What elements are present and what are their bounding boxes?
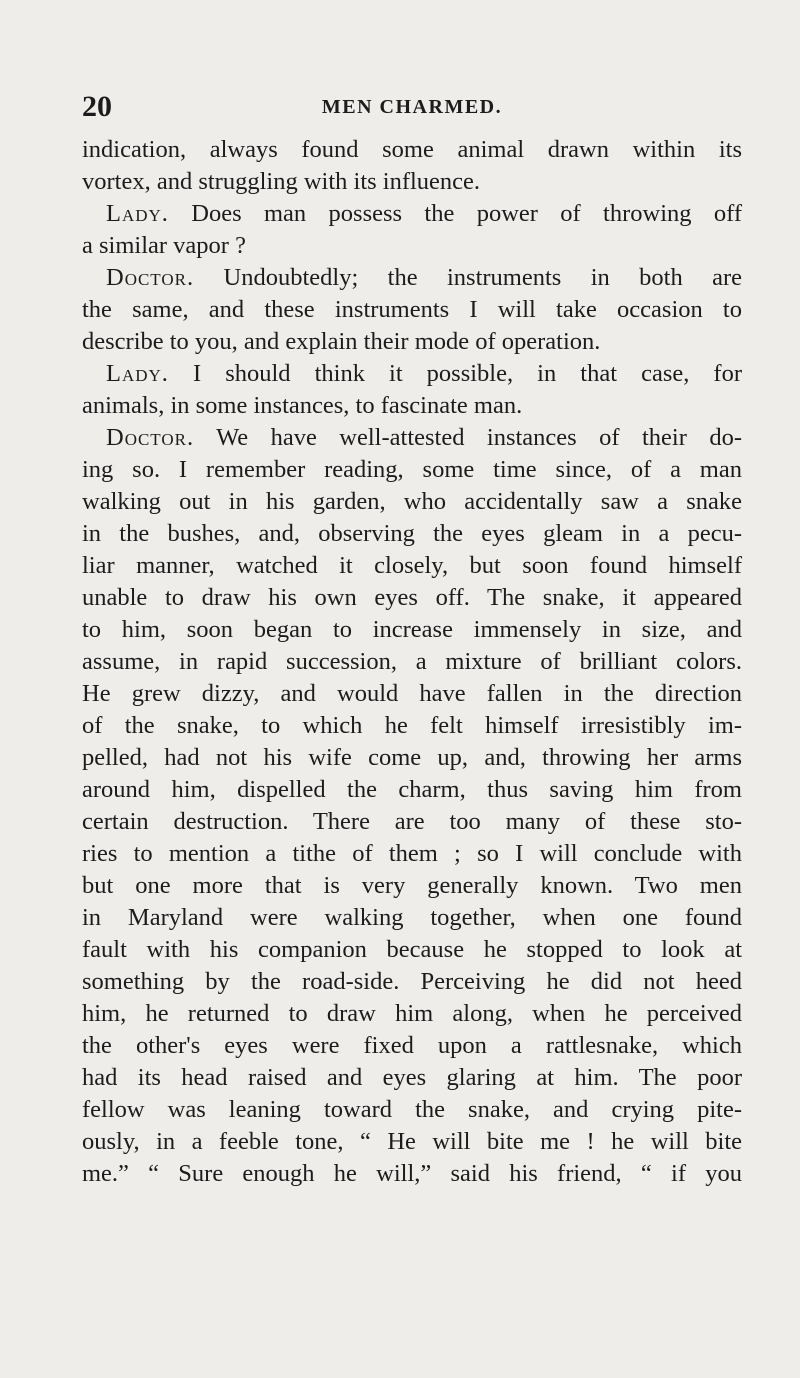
text-line: Doctor. Undoubtedly; the instruments in both are: [106, 264, 742, 291]
text-line: the other's eyes were fixed upon a rattlesnake, which: [82, 1032, 742, 1059]
text-line: describe to you, and explain their mode of operation.: [82, 328, 601, 355]
text-line: indication, always found some animal drawn within its: [82, 136, 742, 163]
page-number: 20: [82, 90, 112, 123]
text-line: pelled, had not his wife come up, and, throwing her arms: [82, 744, 742, 771]
text-line: animals, in some instances, to fascinate man.: [82, 392, 523, 419]
text-line: him, he returned to draw him along, when he perceived: [82, 1000, 742, 1027]
text-line: the same, and these instruments I will take occasion to: [82, 296, 742, 323]
body-text: [82, 134, 742, 1190]
text-line: had its head raised and eyes glaring at him. The poor: [82, 1064, 742, 1091]
text-line: vortex, and struggling with its influence.: [82, 168, 481, 195]
text-line: but one more that is very generally known. Two men: [82, 872, 742, 899]
text-line: ously, in a feeble tone, “ He will bite me ! he will bite: [82, 1128, 742, 1155]
text-line: liar manner, watched it closely, but soon found himself: [82, 552, 742, 579]
speaker-name: Doctor.: [106, 264, 195, 291]
text-line: a similar vapor ?: [82, 232, 246, 259]
text-line: fellow was leaning toward the snake, and crying pite-: [82, 1096, 742, 1123]
text-line: fault with his companion because he stopped to look at: [82, 936, 742, 963]
text-line: unable to draw his own eyes off. The snake, it appeared: [82, 584, 742, 611]
text-line: He grew dizzy, and would have fallen in the direction: [82, 680, 742, 707]
text-line: of the snake, to which he felt himself irresistibly im-: [82, 712, 742, 739]
speaker-name: Lady.: [106, 360, 169, 387]
text-line: assume, in rapid succession, a mixture of brilliant colors.: [82, 648, 742, 675]
page-header: [82, 90, 742, 130]
text-line: to him, soon began to increase immensely in size, and: [82, 616, 742, 643]
text-line: Doctor. We have well-attested instances of their do-: [106, 424, 742, 451]
speaker-name: Doctor.: [106, 424, 195, 451]
running-head: MEN CHARMED.: [321, 96, 503, 118]
text-line: in the bushes, and, observing the eyes gleam in a pecu-: [82, 520, 742, 547]
text-line: certain destruction. There are too many of these sto-: [82, 808, 742, 835]
text-line: ries to mention a tithe of them ; so I will conclude with: [82, 840, 742, 867]
text-line: around him, dispelled the charm, thus saving him from: [82, 776, 742, 803]
text-line: ing so. I remember reading, some time since, of a man: [82, 456, 742, 483]
text-line: Lady. Does man possess the power of throwing off: [106, 200, 742, 227]
text-line: in Maryland were walking together, when one found: [82, 904, 742, 931]
text-line: Lady. I should think it possible, in that case, for: [106, 360, 742, 387]
text-line: walking out in his garden, who accidentally saw a snake: [82, 488, 742, 515]
text-line: something by the road-side. Perceiving he did not heed: [82, 968, 742, 995]
text-line: me.” “ Sure enough he will,” said his friend, “ if you: [82, 1160, 742, 1187]
speaker-name: Lady.: [106, 200, 169, 227]
